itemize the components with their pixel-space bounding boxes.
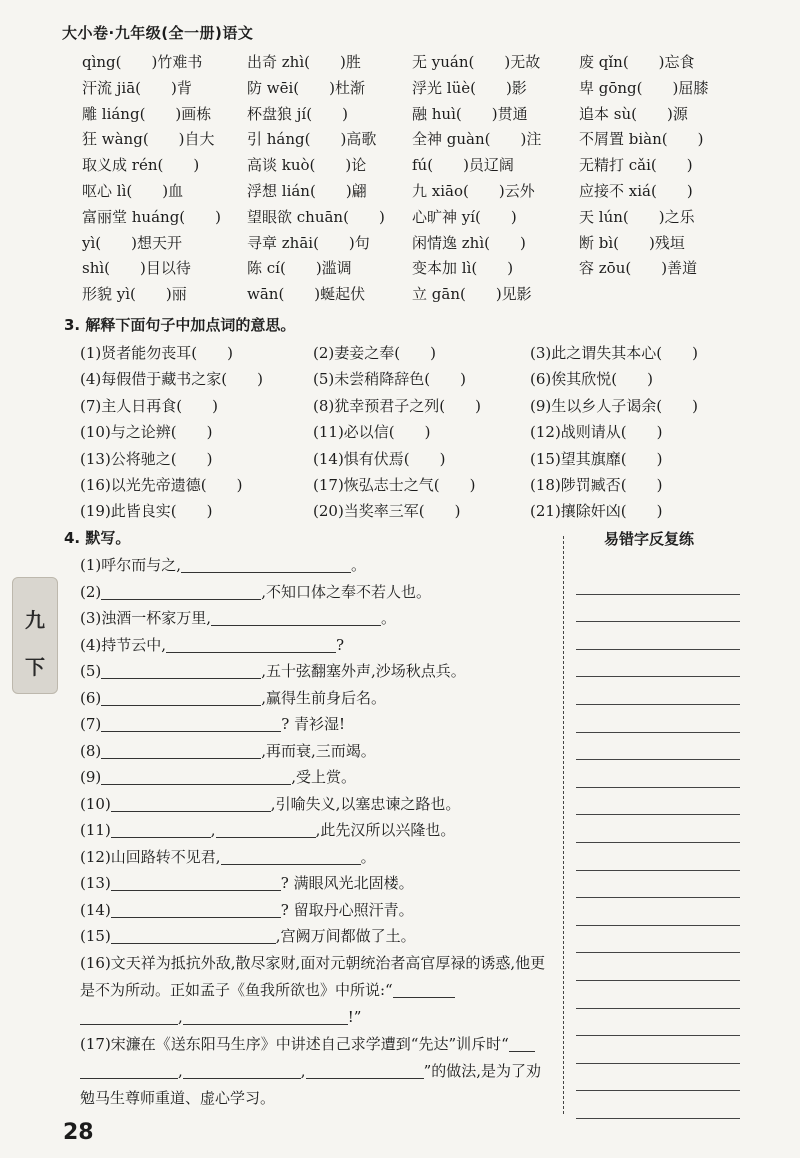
practice-line[interactable] — [576, 843, 740, 871]
pinyin-item[interactable]: wān( )蜒起伏 — [247, 285, 366, 304]
pinyin-item[interactable]: 变本加 lì( ) — [412, 259, 514, 278]
section-3-items — [80, 340, 770, 525]
pinyin-item[interactable]: 寻章 zhāi( )句 — [247, 233, 370, 252]
pinyin-item[interactable]: 断 bì( )残垣 — [579, 233, 685, 252]
pinyin-item[interactable]: 无 yuán( )无故 — [412, 53, 541, 71]
answer-blank[interactable] — [111, 821, 211, 838]
pinyin-item[interactable] — [579, 282, 739, 308]
answer-blank[interactable] — [393, 981, 455, 998]
pinyin-item[interactable]: 立 gān( )见影 — [412, 285, 532, 304]
section-4-title: 4. 默写。 — [64, 529, 131, 547]
dictation-item-16: (16)文天祥为抵抗外敌,散尽家财,面对元朝统治者高官厚禄的诱惑,他更是不为所动。正如孟子《鱼我所欲也》中所说:“ , !” — [80, 953, 546, 1026]
answer-blank[interactable] — [221, 848, 361, 865]
dictation-item-17: (17)宋濂在《送东阳马生序》中讲述自己求学遭到“先达”训斥时“ , , ”的做法,是为了劝勉马生尊师重道、虚心学习。 — [80, 1034, 541, 1107]
explain-item[interactable]: (20)当奖率三军( ) — [313, 502, 461, 521]
pinyin-item[interactable]: 陈 cí( )滥调 — [247, 259, 352, 278]
dictation-item: (6) ,赢得生前身后名。 — [80, 688, 387, 707]
practice-line[interactable] — [576, 1036, 740, 1064]
pinyin-item[interactable]: 取义成 rén( ) — [82, 156, 200, 175]
practice-line[interactable] — [576, 567, 740, 595]
practice-writing-lines — [576, 567, 740, 1119]
explain-item[interactable]: (4)每假借于藏书之家( ) — [80, 370, 263, 389]
pinyin-item[interactable]: 高谈 kuò( )论 — [247, 156, 367, 175]
explain-item[interactable]: (14)惧有伏焉( ) — [313, 449, 446, 468]
answer-blank[interactable] — [101, 689, 261, 706]
answer-blank[interactable] — [111, 927, 276, 944]
dictation-item: (3)浊酒一杯家万里, 。 — [80, 609, 397, 627]
answer-blank[interactable] — [181, 556, 351, 573]
answer-blank[interactable] — [216, 821, 316, 838]
practice-line[interactable] — [576, 733, 740, 761]
explain-item[interactable]: (17)恢弘志士之气( ) — [313, 475, 476, 494]
practice-line[interactable] — [576, 1091, 740, 1119]
dictation-item: (15) ,宫阙万间都做了土。 — [80, 927, 416, 945]
answer-blank[interactable] — [101, 768, 291, 785]
explain-item[interactable]: (11)必以信( ) — [313, 423, 431, 442]
section-3-title: 3. 解释下面句子中加点词的意思。 — [64, 316, 296, 334]
practice-title: 易错字反复练 — [604, 530, 695, 548]
pinyin-item[interactable]: 呕心 lì( )血 — [82, 181, 184, 200]
pinyin-item[interactable]: 全神 guàn( )注 — [412, 130, 542, 149]
answer-blank[interactable] — [509, 1035, 535, 1052]
pinyin-item[interactable]: 废 qǐn( )忘食 — [579, 53, 695, 71]
dictation-item: (14) ? 留取丹心照汗青。 — [80, 900, 414, 919]
explain-item[interactable]: (15)望其旗靡( ) — [530, 449, 663, 468]
answer-blank[interactable] — [306, 1062, 424, 1079]
answer-blank[interactable] — [111, 901, 281, 918]
explain-item[interactable]: (9)生以乡人子谒余( ) — [530, 396, 698, 415]
dictation-item: (5) ,五十弦翻塞外声,沙场秋点兵。 — [80, 662, 466, 680]
practice-line[interactable] — [576, 677, 740, 705]
answer-blank[interactable] — [211, 609, 381, 626]
practice-line[interactable] — [576, 788, 740, 816]
pinyin-item[interactable]: 杯盘狼 jí( ) — [247, 104, 348, 123]
pinyin-item[interactable]: 防 wēi( )杜渐 — [247, 78, 365, 97]
explain-item[interactable]: (18)陟罚臧否( ) — [530, 475, 663, 494]
answer-blank[interactable] — [183, 1008, 348, 1025]
pinyin-item[interactable]: 卑 gōng( )屈膝 — [579, 78, 709, 97]
practice-line[interactable] — [576, 871, 740, 899]
pinyin-item[interactable]: qìng( )竹难书 — [82, 53, 203, 71]
page-number: 28 — [63, 1120, 94, 1145]
explain-item[interactable]: (16)以光先帝遗德( ) — [80, 475, 243, 494]
explain-item[interactable]: (19)此皆良实( ) — [80, 502, 213, 521]
column-divider — [563, 536, 564, 1114]
pinyin-item[interactable]: 无精打 cǎi( ) — [579, 156, 693, 175]
practice-line[interactable] — [576, 1064, 740, 1092]
dictation-item: (2) ,不知口体之奉不若人也。 — [80, 582, 432, 601]
pinyin-item[interactable]: 追本 sù( )源 — [579, 104, 688, 123]
explain-item[interactable]: (1)贤者能勿丧耳( ) — [80, 344, 233, 362]
answer-blank[interactable] — [166, 636, 336, 653]
pinyin-item[interactable]: 不屑置 biàn( ) — [579, 130, 704, 149]
dictation-item: (8) ,再而衰,三而竭。 — [80, 741, 376, 760]
practice-line[interactable] — [576, 926, 740, 954]
practice-line[interactable] — [576, 1009, 740, 1037]
pinyin-item[interactable]: 九 xiāo( )云外 — [412, 181, 535, 200]
pinyin-item[interactable]: yì( )想天开 — [82, 233, 182, 252]
pinyin-item[interactable]: 天 lún( )之乐 — [579, 207, 695, 226]
answer-blank[interactable] — [101, 715, 281, 732]
practice-line[interactable] — [576, 650, 740, 678]
practice-line[interactable] — [576, 981, 740, 1009]
pinyin-item[interactable]: 引 háng( )高歌 — [247, 130, 377, 149]
pinyin-item[interactable]: 容 zōu( )善道 — [579, 259, 698, 278]
dictation-item: (4)持节云中, ? — [80, 635, 345, 654]
pinyin-item[interactable]: 望眼欲 chuān( ) — [247, 207, 385, 226]
dictation-item: (1)呼尔而与之, 。 — [80, 556, 367, 574]
dictation-item: (11) , ,此先汉所以兴隆也。 — [80, 821, 456, 839]
answer-blank[interactable] — [101, 742, 261, 759]
explain-item[interactable]: (3)此之谓失其本心( ) — [530, 344, 698, 362]
pinyin-item[interactable]: 汗流 jiā( )背 — [82, 78, 192, 97]
answer-blank[interactable] — [101, 662, 261, 679]
dictation-item: (10) ,引喻失义,以塞忠谏之路也。 — [80, 794, 461, 813]
explain-item[interactable]: (21)攘除奸凶( ) — [530, 502, 663, 521]
pinyin-item[interactable]: 应接不 xiá( ) — [579, 181, 693, 200]
answer-blank[interactable] — [80, 1062, 178, 1079]
dictation-item: (13) ? 满眼风光北固楼。 — [80, 874, 414, 892]
side-tab: 九 下 — [12, 577, 58, 694]
pinyin-item[interactable]: 富丽堂 huáng( ) — [82, 207, 221, 226]
answer-blank[interactable] — [80, 1008, 178, 1025]
pinyin-item[interactable]: 心旷神 yí( ) — [412, 207, 517, 226]
pinyin-exercise-grid — [82, 50, 782, 308]
section-4-items — [80, 552, 555, 1112]
practice-line[interactable] — [576, 622, 740, 650]
explain-item[interactable]: (6)俟其欣悦( ) — [530, 370, 653, 389]
answer-blank[interactable] — [111, 874, 281, 891]
dictation-item: (12)山回路转不见君, 。 — [80, 847, 376, 866]
answer-blank[interactable] — [111, 795, 271, 812]
pinyin-item[interactable]: 融 huì( )贯通 — [412, 104, 528, 123]
explain-item[interactable]: (8)犹幸预君子之列( ) — [313, 396, 481, 415]
dictation-item: (7) ? 青衫湿! — [80, 715, 346, 733]
explain-item[interactable]: (13)公将驰之( ) — [80, 449, 213, 468]
explain-item[interactable]: (5)未尝稍降辞色( ) — [313, 370, 466, 389]
practice-line[interactable] — [576, 705, 740, 733]
explain-item[interactable]: (10)与之论辨( ) — [80, 423, 213, 442]
pinyin-item[interactable]: 出奇 zhì( )胜 — [247, 53, 361, 71]
pinyin-item[interactable]: 浮想 lián( )翩 — [247, 181, 367, 200]
pinyin-item[interactable]: 浮光 lüè( )影 — [412, 78, 527, 97]
explain-item[interactable]: (12)战则请从( ) — [530, 423, 663, 442]
practice-line[interactable] — [576, 815, 740, 843]
practice-line[interactable] — [576, 760, 740, 788]
pinyin-item[interactable]: 形貌 yì( )丽 — [82, 285, 187, 304]
pinyin-item[interactable]: 雕 liáng( )画栋 — [82, 104, 212, 123]
pinyin-item[interactable]: shì( )目以待 — [82, 259, 191, 278]
practice-line[interactable] — [576, 595, 740, 623]
explain-item[interactable]: (2)妻妾之奉( ) — [313, 344, 436, 362]
pinyin-item[interactable]: 狂 wàng( )自大 — [82, 130, 215, 149]
page-header: 大小卷·九年级(全一册)语文 — [62, 24, 254, 42]
answer-blank[interactable] — [101, 583, 261, 600]
practice-line[interactable] — [576, 898, 740, 926]
answer-blank[interactable] — [183, 1062, 301, 1079]
pinyin-item[interactable]: fú( )员辽阔 — [412, 156, 514, 175]
dictation-item: (9) ,受上赏。 — [80, 768, 357, 786]
explain-item[interactable]: (7)主人日再食( ) — [80, 396, 218, 415]
practice-line[interactable] — [576, 953, 740, 981]
pinyin-item[interactable]: 闲情逸 zhì( ) — [412, 233, 526, 252]
